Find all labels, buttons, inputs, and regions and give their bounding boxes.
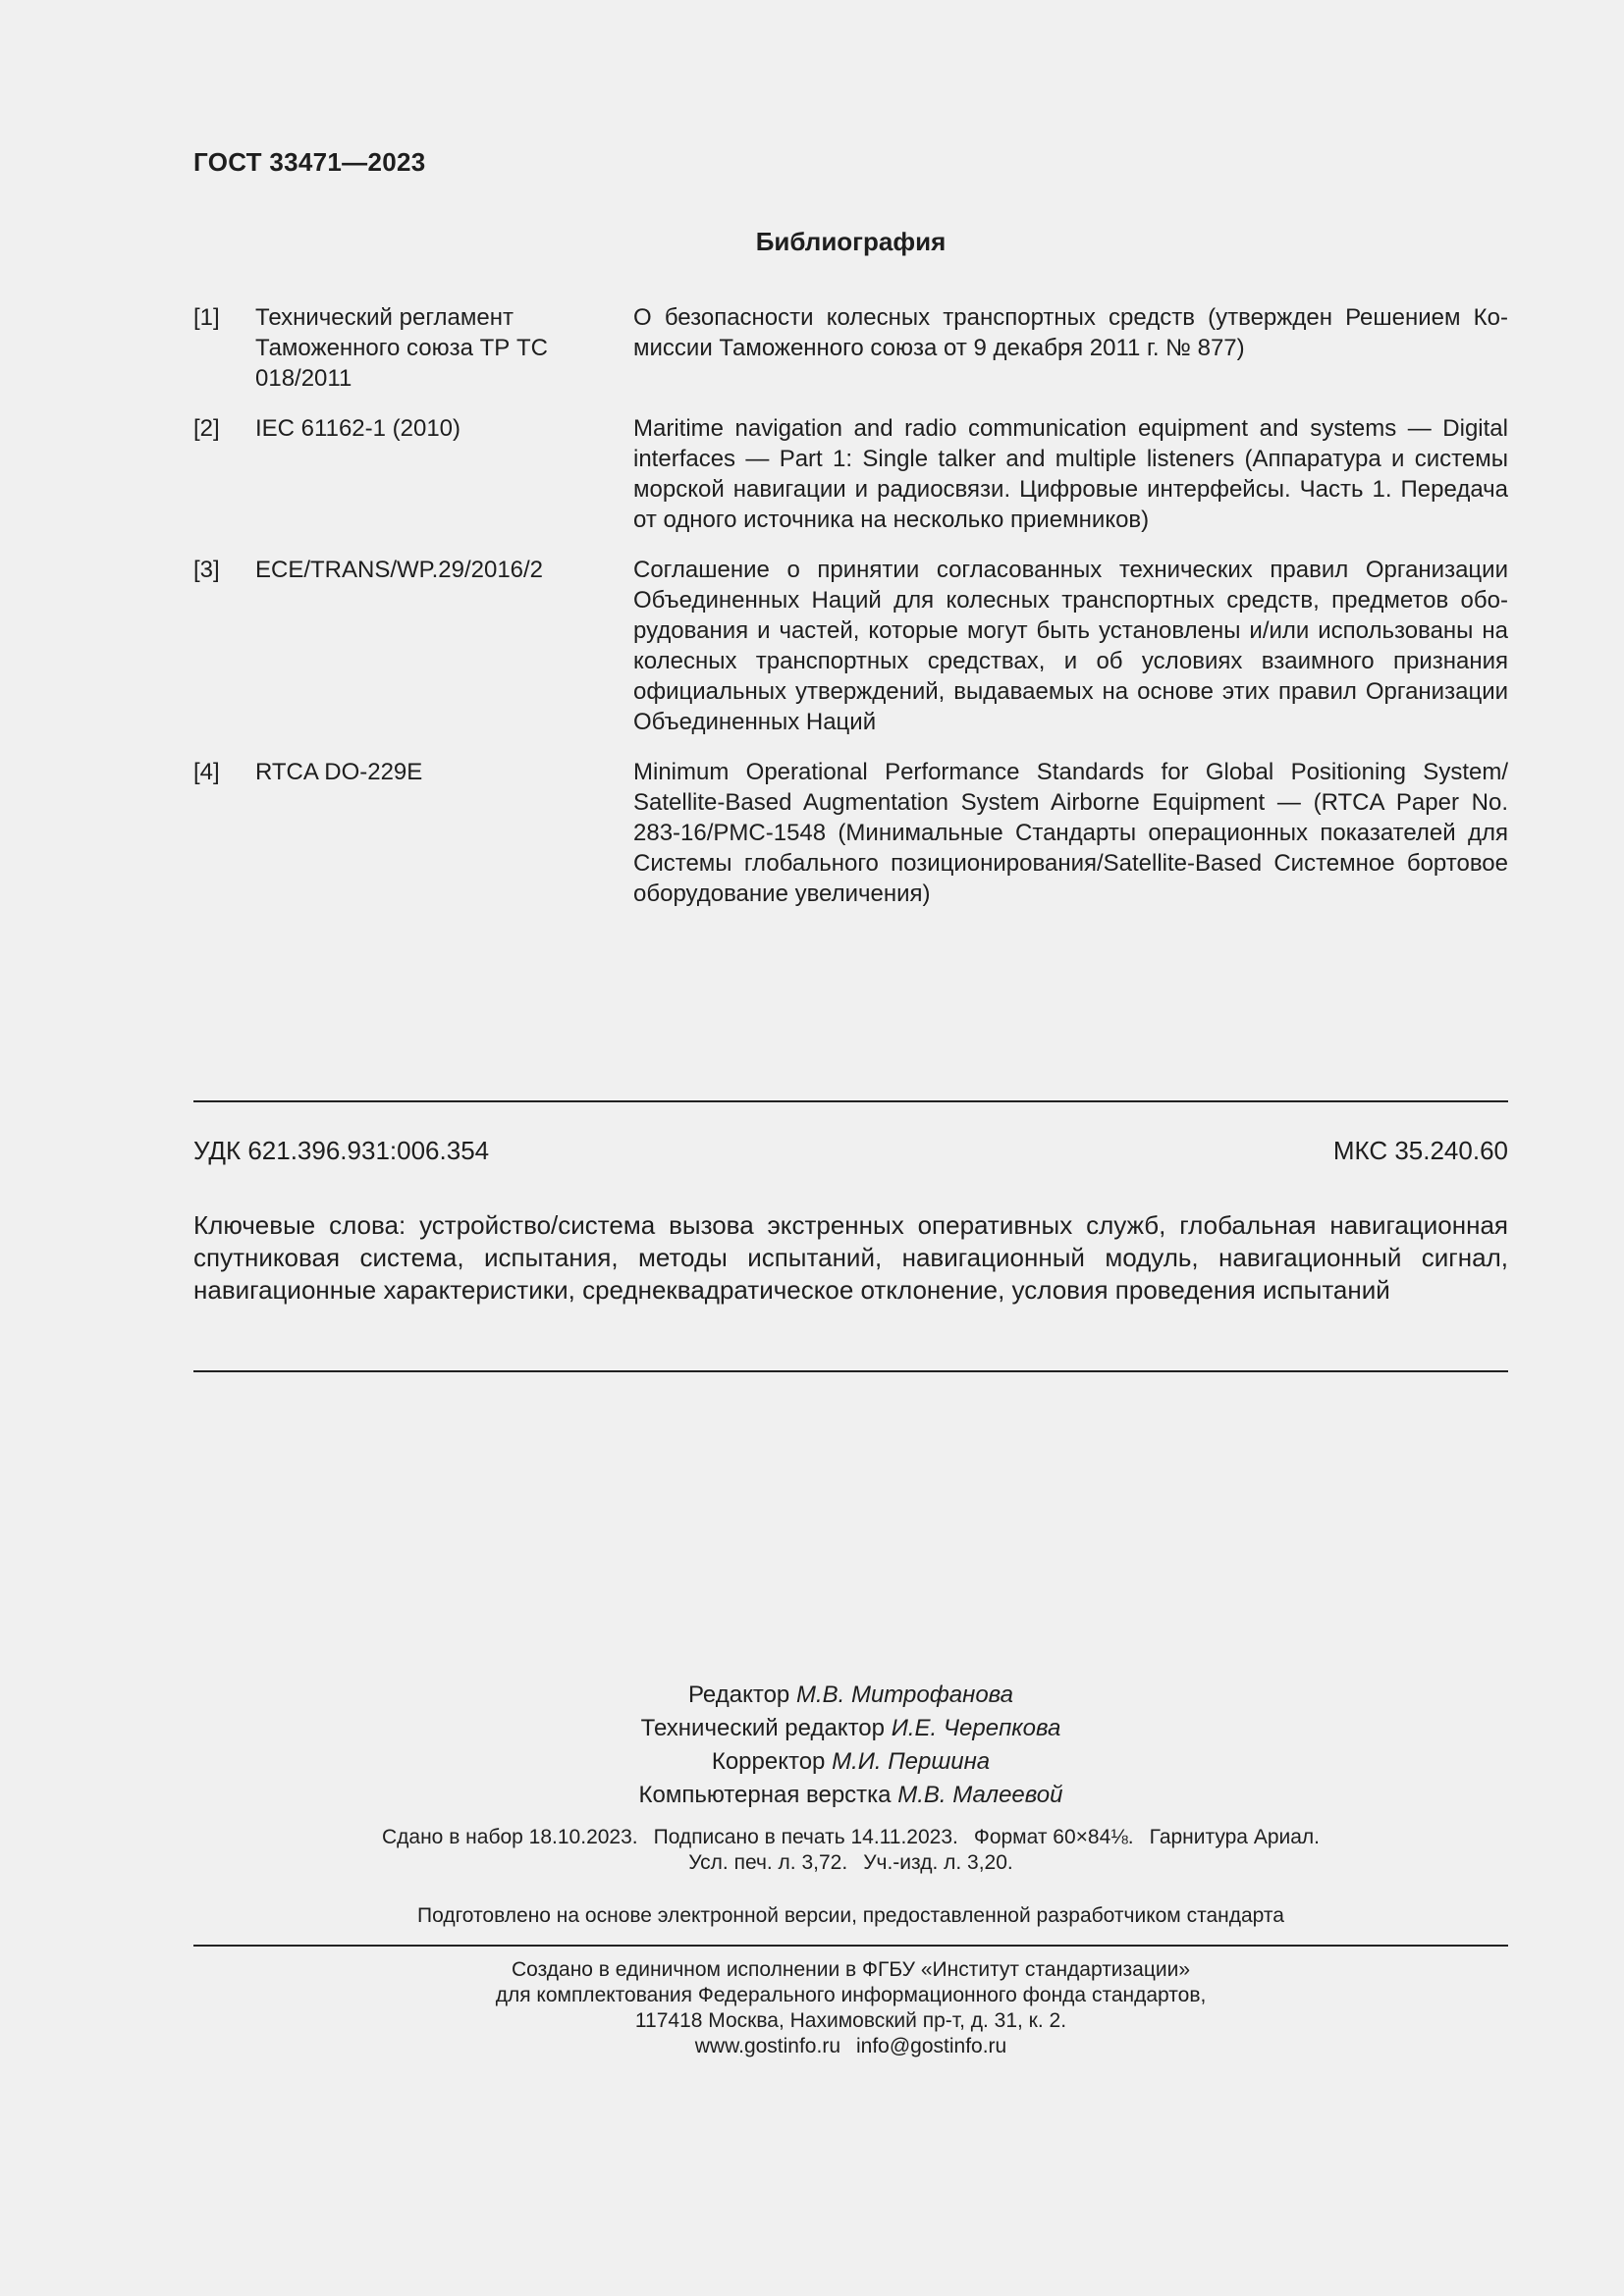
publisher-address: 117418 Москва, Нахимовский пр-т, д. 31, к. 2. — [634, 2009, 1067, 2032]
document-code: ГОСТ 33471—2023 — [193, 147, 426, 177]
staff-role: Технический редактор — [640, 1715, 886, 1741]
staff-line-proofreader — [193, 1745, 1508, 1779]
divider-bottom — [193, 1945, 1508, 1947]
typeface: Гарнитура Ариал. — [1149, 1826, 1320, 1848]
staff-line-editor — [193, 1679, 1508, 1712]
prepared-note: Подготовлено на основе электронной версии, предоставленной разработчиком стандарта — [417, 1904, 1284, 1927]
reference-item — [193, 555, 1508, 737]
udk-code: УДК 621.396.931:006.354 — [193, 1136, 490, 1165]
reference-description: О безопасности колесных транспортных средств (утвержден Решением Комиссии Таможенного союза от 9 декабря 2011 г. № 877) — [633, 304, 1508, 361]
publisher-info — [193, 1957, 1508, 2059]
print-details — [193, 1825, 1508, 1876]
staff-role: Редактор — [687, 1682, 790, 1708]
reference-number: [2] — [193, 415, 220, 442]
reference-description: Maritime navigation and radio communication equipment and systems — Digital interfaces — Part 1: Single talker and multiple listeners (Аппаратура и системы морской навигации и радиосвязи. Цифровые интерфейсы. Часть 1. Передача от одного источника на несколько приемников) — [633, 415, 1508, 533]
reference-id: ECE/TRANS/WP.29/2016/2 — [255, 557, 544, 583]
publisher-line-2: для комплектования Федерального информационного фонда стандартов, — [495, 1984, 1207, 2006]
divider-top — [193, 1100, 1508, 1102]
print-details-line-1 — [193, 1825, 1508, 1850]
staff-line-tech-editor — [193, 1712, 1508, 1745]
reference-id: RTCA DO-229E — [255, 759, 423, 785]
reference-id: Технический регламент Таможенного союза ТР ТС 018/2011 — [255, 304, 548, 392]
reference-id: IEC 61162-1 (2010) — [255, 415, 461, 442]
reference-item — [193, 757, 1508, 909]
keywords-paragraph: Ключевые слова: устройство/система вызова экстренных оперативных служб, глобальная навигационная спутниковая система, испытания, методы испытаний, навигационный модуль, навигационный сигнал, навигационные характеристики, среднеквадратическое отклонение, условия проведения испытаний — [193, 1210, 1508, 1305]
publisher-email: info@gostinfo.ru — [856, 2035, 1007, 2057]
reference-item — [193, 302, 1508, 394]
staff-role: Корректор — [711, 1748, 826, 1775]
paper-format: Формат 60×84⅛. — [973, 1826, 1134, 1848]
reference-description: Minimum Operational Performance Standards for Global Positioning System/​Satellite-Based Augmentation System Airborne Equipment — (RTCA Paper No. 283-16/PMC-1548 (Минимальные Стандарты операционных показателей для Системы глобального позиционирования/Satellite-Based Системное бортовое оборудование увеличения) — [633, 759, 1508, 907]
reference-number: [3] — [193, 557, 220, 583]
staff-name: И.Е. Черепкова — [891, 1715, 1061, 1741]
bibliography-title: Библиография — [755, 227, 947, 256]
divider-middle — [193, 1370, 1508, 1372]
staff-line-layout — [193, 1779, 1508, 1812]
reference-list — [193, 302, 1508, 929]
reference-number: [1] — [193, 304, 220, 331]
print-details-line-2 — [193, 1850, 1508, 1876]
reference-item — [193, 413, 1508, 535]
reference-number: [4] — [193, 759, 220, 785]
mks-code: МКС 35.240.60 — [1332, 1136, 1508, 1165]
publisher-website: www.gostinfo.ru — [694, 2035, 840, 2057]
publisher-line-1: Создано в единичном исполнении в ФГБУ «Институт стандартизации» — [511, 1958, 1191, 1981]
staff-role: Компьютерная верстка — [638, 1782, 892, 1808]
staff-name: М.В. Митрофанова — [795, 1682, 1014, 1708]
staff-name: М.В. Малеевой — [897, 1782, 1063, 1808]
publisher-sheets: Уч.-изд. л. 3,20. — [863, 1851, 1013, 1874]
signed-date: Подписано в печать 14.11.2023. — [653, 1826, 958, 1848]
staff-name: М.И. Першина — [832, 1748, 991, 1775]
publisher-contacts — [193, 2034, 1508, 2059]
staff-credits — [193, 1679, 1508, 1812]
submitted-date: Сдано в набор 18.10.2023. — [381, 1826, 638, 1848]
print-sheets: Усл. печ. л. 3,72. — [688, 1851, 848, 1874]
reference-description: Соглашение о принятии согласованных технических правил Организации Объединенных Наций для колесных транспортных средств, предметов оборудования и частей, которые могут быть установлены и/или использованы на колесных транспортных средствах, и об условиях взаимного признания официальных утверждений, выдаваемых на основе этих правил Организации Объединенных Наций — [633, 557, 1508, 735]
